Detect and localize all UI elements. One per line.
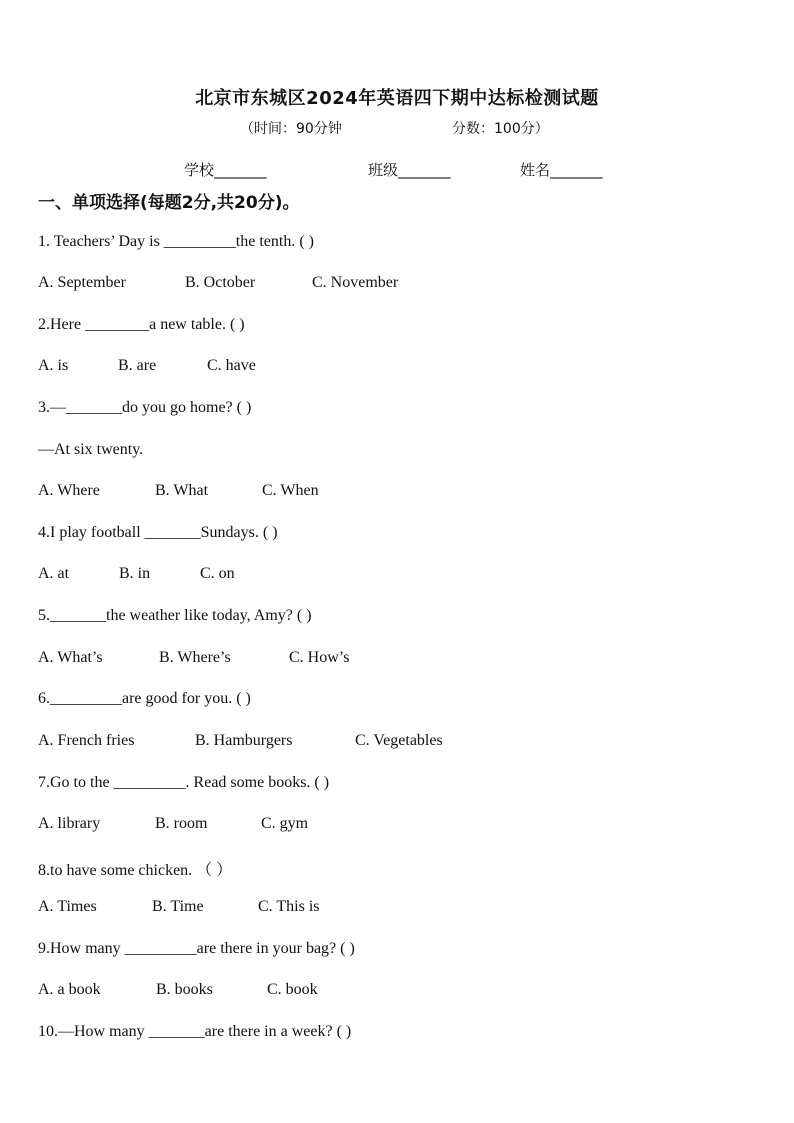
question-2-option-b: B. are: [118, 357, 157, 374]
question-8-stem: 8.to have some chicken. （ ）: [38, 862, 233, 879]
question-9-stem: 9.How many _________are there in your bag? ( ): [38, 940, 355, 957]
question-5-stem: 5._______the weather like today, Amy? ( ): [38, 607, 312, 624]
name-field: 姓名_______: [520, 161, 603, 179]
question-8-option-b: B. Time: [152, 898, 204, 915]
question-4-option-c: C. on: [200, 565, 235, 582]
exam-title: 北京市东城区2024年英语四下期中达标检测试题: [195, 88, 599, 109]
question-8-option-c: C. This is: [258, 898, 320, 915]
question-4-stem: 4.I play football _______Sundays. ( ): [38, 524, 278, 541]
question-4-option-b: B. in: [119, 565, 151, 582]
question-7-option-a: A. library: [38, 815, 101, 832]
question-9-option-a: A. a book: [38, 981, 101, 998]
question-7-stem: 7.Go to the _________. Read some books. ( ): [38, 774, 330, 791]
question-1-option-c: C. November: [312, 274, 399, 291]
question-2-stem: 2.Here ________a new table. ( ): [38, 316, 245, 333]
exam-time: （时间：90分钟: [240, 121, 342, 137]
question-9-option-c: C. book: [267, 981, 318, 998]
question-3-option-c: C. When: [262, 482, 319, 499]
question-10-stem: 10.—How many _______are there in a week? ( ): [38, 1023, 352, 1040]
question-6-stem: 6._________are good for you. ( ): [38, 690, 251, 707]
question-8-option-a: A. Times: [38, 898, 97, 915]
question-3-option-a: A. Where: [38, 482, 100, 499]
question-4-option-a: A. at: [38, 565, 70, 582]
question-7-option-b: B. room: [155, 815, 208, 832]
question-5-option-a: A. What’s: [38, 649, 103, 666]
question-5-option-b: B. Where’s: [159, 649, 231, 666]
question-6-option-a: A. French fries: [38, 732, 135, 749]
question-1-option-b: B. October: [185, 274, 256, 291]
question-6-option-b: B. Hamburgers: [195, 732, 293, 749]
question-7-option-c: C. gym: [261, 815, 309, 832]
question-1-option-a: A. September: [38, 274, 126, 291]
school-field: 学校_______: [184, 161, 267, 179]
question-3-answer-line: —At six twenty.: [38, 441, 144, 458]
question-5-option-c: C. How’s: [289, 649, 350, 666]
question-6-option-c: C. Vegetables: [355, 732, 443, 749]
exam-score: 分数：100分）: [452, 121, 549, 137]
question-2-option-c: C. have: [207, 357, 256, 374]
question-3-stem: 3.—_______do you go home? ( ): [38, 399, 252, 416]
question-1-stem: 1. Teachers’ Day is _________the tenth. ( ): [38, 233, 314, 250]
section-title: 一、单项选择(每题2分,共20分)。: [38, 193, 300, 213]
question-2-option-a: A. is: [38, 357, 69, 374]
question-3-option-b: B. What: [155, 482, 209, 499]
question-9-option-b: B. books: [156, 981, 213, 998]
class-field: 班级_______: [368, 161, 451, 179]
